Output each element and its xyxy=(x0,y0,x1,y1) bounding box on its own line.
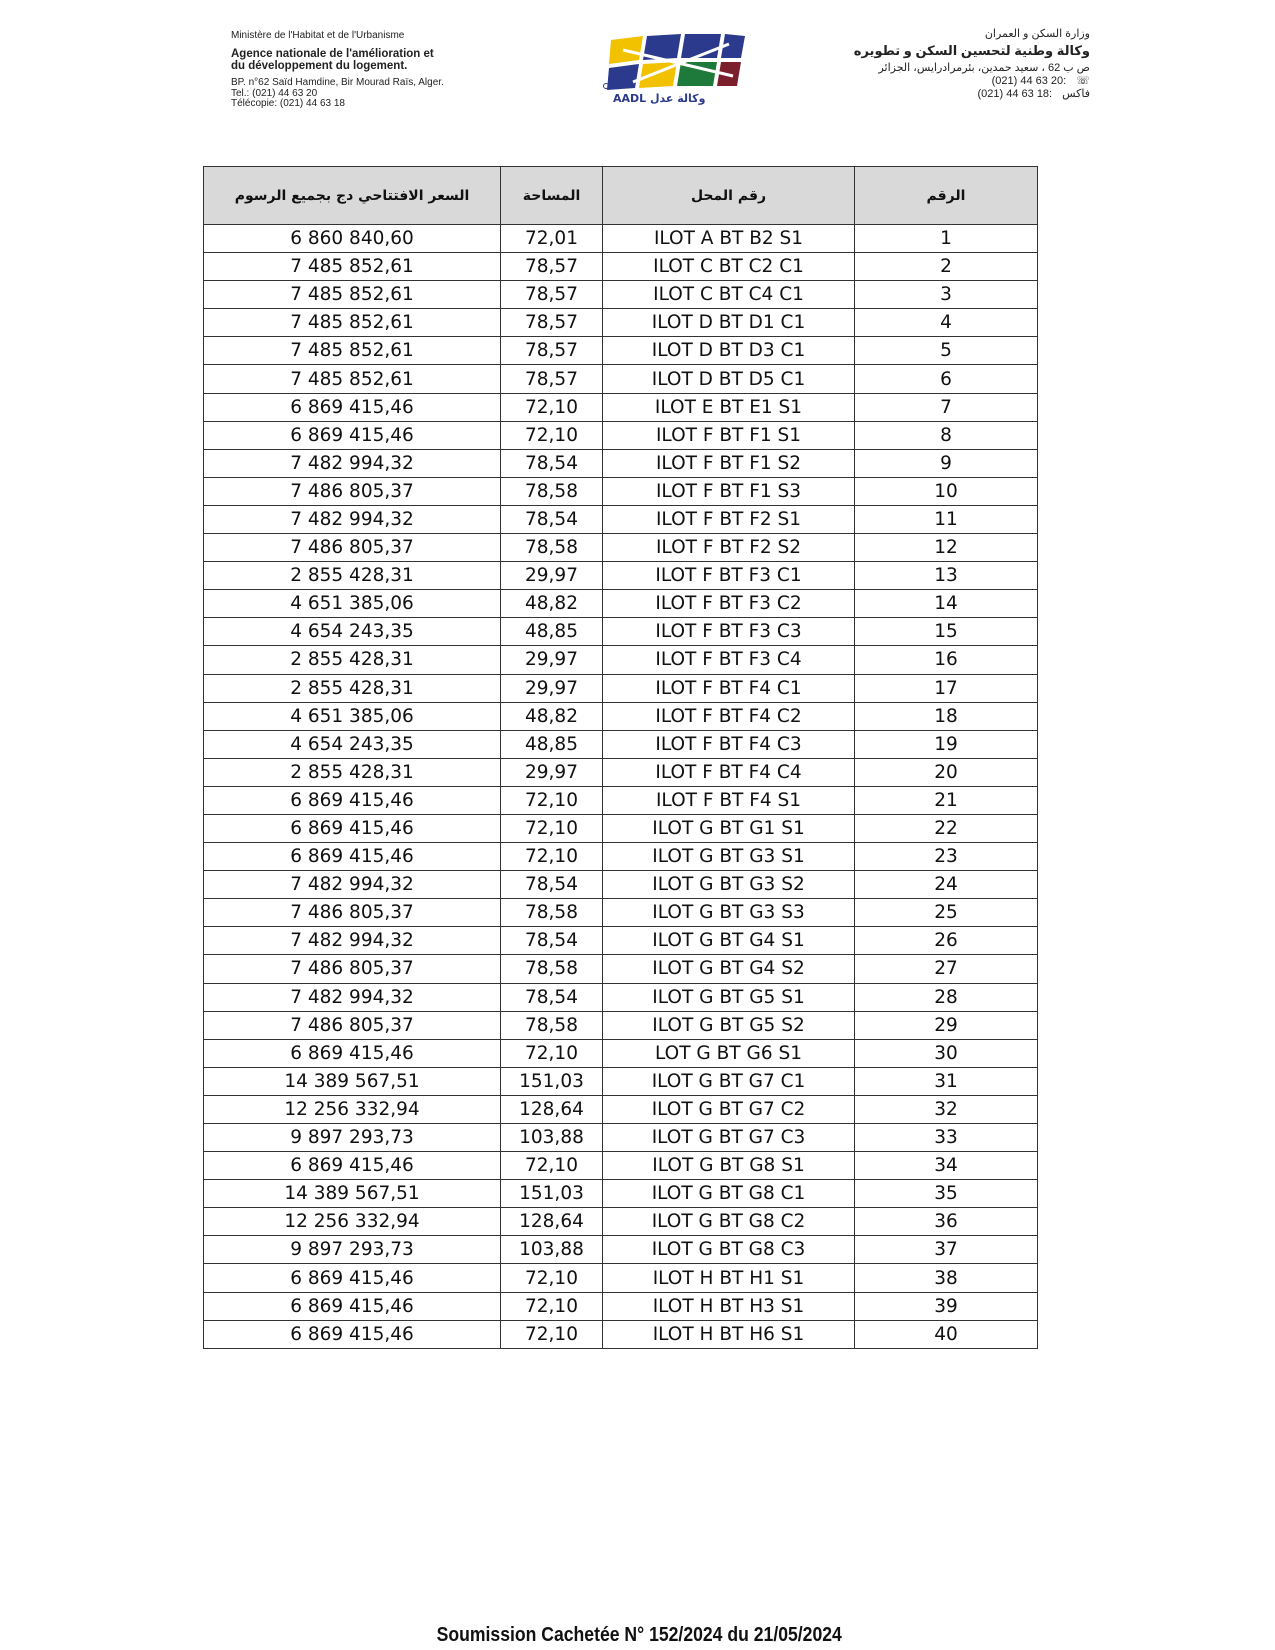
ministry-ar: وزارة السكن و العمران xyxy=(984,28,1090,40)
cell-unit: ILOT D BT D1 C1 xyxy=(603,309,855,337)
cell-area: 29,97 xyxy=(501,758,603,786)
cell-area: 151,03 xyxy=(501,1180,603,1208)
agency-name-fr xyxy=(231,48,561,72)
cell-unit: ILOT F BT F4 C3 xyxy=(603,730,855,758)
cell-unit: ILOT H BT H6 S1 xyxy=(603,1320,855,1348)
cell-price: 6 869 415,46 xyxy=(204,814,501,842)
cell-unit: ILOT G BT G1 S1 xyxy=(603,814,855,842)
cell-number: 22 xyxy=(855,814,1038,842)
cell-price: 6 869 415,46 xyxy=(204,1264,501,1292)
cell-area: 128,64 xyxy=(501,1208,603,1236)
table-row xyxy=(204,421,1038,449)
cell-number: 40 xyxy=(855,1320,1038,1348)
cell-price: 6 869 415,46 xyxy=(204,421,501,449)
cell-area: 103,88 xyxy=(501,1124,603,1152)
table-row xyxy=(204,253,1038,281)
table-row xyxy=(204,393,1038,421)
agency-name-ar: وكالة وطنية لتحسين السكن و تطويره xyxy=(853,43,1090,58)
cell-price: 4 654 243,35 xyxy=(204,730,501,758)
cell-area: 72,10 xyxy=(501,421,603,449)
cell-unit: ILOT G BT G7 C1 xyxy=(603,1067,855,1095)
cell-area: 78,57 xyxy=(501,337,603,365)
cell-unit: ILOT F BT F1 S2 xyxy=(603,449,855,477)
cell-price: 7 485 852,61 xyxy=(204,337,501,365)
table-row xyxy=(204,646,1038,674)
table-row xyxy=(204,871,1038,899)
table-row xyxy=(204,927,1038,955)
cell-number: 3 xyxy=(855,281,1038,309)
cell-unit: ILOT F BT F3 C3 xyxy=(603,618,855,646)
cell-price: 14 389 567,51 xyxy=(204,1180,501,1208)
cell-number: 23 xyxy=(855,843,1038,871)
table-row xyxy=(204,674,1038,702)
cell-unit: ILOT G BT G3 S3 xyxy=(603,899,855,927)
table-row xyxy=(204,505,1038,533)
cell-price: 7 482 994,32 xyxy=(204,505,501,533)
cell-unit: ILOT G BT G7 C3 xyxy=(603,1124,855,1152)
cell-number: 1 xyxy=(855,225,1038,253)
cell-unit: ILOT F BT F2 S2 xyxy=(603,534,855,562)
cell-area: 78,58 xyxy=(501,534,603,562)
cell-unit: ILOT G BT G8 C1 xyxy=(603,1180,855,1208)
table-row xyxy=(204,477,1038,505)
table-row xyxy=(204,1095,1038,1123)
cell-area: 78,54 xyxy=(501,505,603,533)
cell-area: 72,01 xyxy=(501,225,603,253)
cell-price: 7 485 852,61 xyxy=(204,309,501,337)
cell-unit: ILOT C BT C4 C1 xyxy=(603,281,855,309)
tel-line-ar xyxy=(780,75,1090,88)
cell-price: 7 486 805,37 xyxy=(204,955,501,983)
cell-number: 18 xyxy=(855,702,1038,730)
header-area: المساحة xyxy=(501,167,603,225)
fax-label-ar: فاكس xyxy=(1062,88,1090,100)
cell-area: 78,58 xyxy=(501,955,603,983)
cell-unit: LOT G BT G6 S1 xyxy=(603,1039,855,1067)
cell-unit: ILOT C BT C2 C1 xyxy=(603,253,855,281)
cell-price: 2 855 428,31 xyxy=(204,646,501,674)
cell-number: 30 xyxy=(855,1039,1038,1067)
cell-area: 78,57 xyxy=(501,309,603,337)
footer-reference: Soumission Cachetée N° 152/2024 du 21/05/2024 xyxy=(436,1624,842,1646)
cell-area: 72,10 xyxy=(501,1320,603,1348)
fax-line-ar xyxy=(780,88,1090,101)
header-number: الرقم xyxy=(855,167,1038,225)
cell-area: 48,82 xyxy=(501,590,603,618)
cell-price: 9 897 293,73 xyxy=(204,1124,501,1152)
cell-unit: ILOT D BT D3 C1 xyxy=(603,337,855,365)
table-body xyxy=(204,225,1038,1349)
table-row xyxy=(204,1011,1038,1039)
cell-unit: ILOT F BT F1 S3 xyxy=(603,477,855,505)
cell-number: 9 xyxy=(855,449,1038,477)
cell-number: 17 xyxy=(855,674,1038,702)
table-row xyxy=(204,534,1038,562)
cell-price: 2 855 428,31 xyxy=(204,562,501,590)
cell-area: 29,97 xyxy=(501,674,603,702)
table-row xyxy=(204,1320,1038,1348)
cell-unit: ILOT G BT G8 C3 xyxy=(603,1236,855,1264)
table-row xyxy=(204,281,1038,309)
cell-area: 78,58 xyxy=(501,477,603,505)
table-row xyxy=(204,899,1038,927)
cell-price: 2 855 428,31 xyxy=(204,758,501,786)
cell-number: 11 xyxy=(855,505,1038,533)
cell-price: 7 485 852,61 xyxy=(204,365,501,393)
cell-price: 6 860 840,60 xyxy=(204,225,501,253)
cell-number: 25 xyxy=(855,899,1038,927)
cell-price: 6 869 415,46 xyxy=(204,1152,501,1180)
cell-number: 38 xyxy=(855,1264,1038,1292)
cell-price: 12 256 332,94 xyxy=(204,1095,501,1123)
cell-price: 7 486 805,37 xyxy=(204,477,501,505)
cell-area: 78,58 xyxy=(501,1011,603,1039)
cell-number: 2 xyxy=(855,253,1038,281)
cell-unit: ILOT G BT G4 S1 xyxy=(603,927,855,955)
cell-price: 14 389 567,51 xyxy=(204,1067,501,1095)
cell-unit: ILOT G BT G8 C2 xyxy=(603,1208,855,1236)
address-fr: BP. n°62 Saïd Hamdine, Bir Mourad Raïs, Alger. xyxy=(231,77,444,88)
cell-unit: ILOT D BT D5 C1 xyxy=(603,365,855,393)
cell-number: 35 xyxy=(855,1180,1038,1208)
cell-unit: ILOT G BT G7 C2 xyxy=(603,1095,855,1123)
cell-area: 78,54 xyxy=(501,871,603,899)
table-row xyxy=(204,1292,1038,1320)
cell-price: 2 855 428,31 xyxy=(204,674,501,702)
table-row xyxy=(204,983,1038,1011)
cell-number: 26 xyxy=(855,927,1038,955)
cell-area: 29,97 xyxy=(501,646,603,674)
cell-number: 24 xyxy=(855,871,1038,899)
cell-number: 20 xyxy=(855,758,1038,786)
cell-area: 72,10 xyxy=(501,1292,603,1320)
cell-area: 78,54 xyxy=(501,927,603,955)
fax-number-ar: (021) 44 63 18: xyxy=(977,88,1053,100)
header-price: السعر الافتتاحي دج بجميع الرسوم xyxy=(204,167,501,225)
cell-unit: ILOT F BT F3 C2 xyxy=(603,590,855,618)
cell-area: 48,85 xyxy=(501,618,603,646)
cell-price: 4 651 385,06 xyxy=(204,702,501,730)
tel-number-ar: (021) 44 63 20: xyxy=(991,75,1067,87)
cell-area: 48,82 xyxy=(501,702,603,730)
cell-area: 72,10 xyxy=(501,1264,603,1292)
table-row xyxy=(204,1180,1038,1208)
cell-unit: ILOT F BT F2 S1 xyxy=(603,505,855,533)
cell-area: 103,88 xyxy=(501,1236,603,1264)
table-row xyxy=(204,1264,1038,1292)
aadl-logo xyxy=(603,30,751,106)
cell-number: 14 xyxy=(855,590,1038,618)
cell-unit: ILOT G BT G8 S1 xyxy=(603,1152,855,1180)
cell-price: 6 869 415,46 xyxy=(204,1292,501,1320)
cell-area: 72,10 xyxy=(501,1039,603,1067)
cell-number: 4 xyxy=(855,309,1038,337)
cell-number: 16 xyxy=(855,646,1038,674)
cell-unit: ILOT E BT E1 S1 xyxy=(603,393,855,421)
cell-price: 7 485 852,61 xyxy=(204,281,501,309)
letterhead-left xyxy=(231,30,561,110)
cell-unit: ILOT F BT F1 S1 xyxy=(603,421,855,449)
cell-area: 78,58 xyxy=(501,899,603,927)
cell-area: 78,54 xyxy=(501,449,603,477)
cell-price: 7 486 805,37 xyxy=(204,1011,501,1039)
table-row xyxy=(204,955,1038,983)
cell-price: 6 869 415,46 xyxy=(204,393,501,421)
logo-wordmark: AADL وكالة عدل xyxy=(613,92,706,105)
cell-number: 12 xyxy=(855,534,1038,562)
cell-unit: ILOT F BT F4 S1 xyxy=(603,786,855,814)
cell-price: 6 869 415,46 xyxy=(204,786,501,814)
cell-unit: ILOT H BT H1 S1 xyxy=(603,1264,855,1292)
cell-unit: ILOT F BT F3 C1 xyxy=(603,562,855,590)
table-row xyxy=(204,786,1038,814)
cell-unit: ILOT G BT G3 S2 xyxy=(603,871,855,899)
cell-unit: ILOT F BT F4 C4 xyxy=(603,758,855,786)
cell-number: 36 xyxy=(855,1208,1038,1236)
cell-number: 10 xyxy=(855,477,1038,505)
address-ar: ص ب 62 ، سعيد حمدين، بئرمرادرايس، الجزائر xyxy=(878,62,1090,74)
table-row xyxy=(204,618,1038,646)
cell-number: 33 xyxy=(855,1124,1038,1152)
cell-number: 39 xyxy=(855,1292,1038,1320)
cell-unit: ILOT F BT F3 C4 xyxy=(603,646,855,674)
tel-fr: Tel.: (021) 44 63 20 xyxy=(231,87,318,99)
cell-area: 78,57 xyxy=(501,281,603,309)
cell-area: 151,03 xyxy=(501,1067,603,1095)
table-row xyxy=(204,1067,1038,1095)
cell-number: 32 xyxy=(855,1095,1038,1123)
cell-unit: ILOT G BT G5 S2 xyxy=(603,1011,855,1039)
cell-number: 28 xyxy=(855,983,1038,1011)
cell-unit: ILOT F BT F4 C1 xyxy=(603,674,855,702)
cell-number: 31 xyxy=(855,1067,1038,1095)
cell-area: 78,57 xyxy=(501,365,603,393)
table-row xyxy=(204,730,1038,758)
cell-price: 9 897 293,73 xyxy=(204,1236,501,1264)
cell-number: 8 xyxy=(855,421,1038,449)
cell-unit: ILOT A BT B2 S1 xyxy=(603,225,855,253)
price-table xyxy=(203,166,1038,1349)
cell-price: 7 482 994,32 xyxy=(204,983,501,1011)
cell-area: 72,10 xyxy=(501,393,603,421)
cell-number: 7 xyxy=(855,393,1038,421)
cell-price: 4 651 385,06 xyxy=(204,590,501,618)
cell-number: 29 xyxy=(855,1011,1038,1039)
cell-area: 72,10 xyxy=(501,1152,603,1180)
cell-number: 34 xyxy=(855,1152,1038,1180)
cell-unit: ILOT H BT H3 S1 xyxy=(603,1292,855,1320)
cell-price: 6 869 415,46 xyxy=(204,1320,501,1348)
cell-number: 15 xyxy=(855,618,1038,646)
table-row xyxy=(204,1124,1038,1152)
cell-price: 7 486 805,37 xyxy=(204,899,501,927)
cell-area: 72,10 xyxy=(501,786,603,814)
table-row xyxy=(204,365,1038,393)
cell-price: 6 869 415,46 xyxy=(204,843,501,871)
cell-area: 72,10 xyxy=(501,843,603,871)
table-row xyxy=(204,562,1038,590)
table-row xyxy=(204,1039,1038,1067)
cell-number: 21 xyxy=(855,786,1038,814)
cell-price: 7 482 994,32 xyxy=(204,449,501,477)
table-row xyxy=(204,337,1038,365)
cell-unit: ILOT G BT G5 S1 xyxy=(603,983,855,1011)
cell-price: 7 482 994,32 xyxy=(204,927,501,955)
cell-price: 7 485 852,61 xyxy=(204,253,501,281)
table-row xyxy=(204,309,1038,337)
cell-price: 7 486 805,37 xyxy=(204,534,501,562)
cell-unit: ILOT F BT F4 C2 xyxy=(603,702,855,730)
cell-area: 78,57 xyxy=(501,253,603,281)
ministry-fr: Ministère de l'Habitat et de l'Urbanisme xyxy=(231,30,405,41)
cell-number: 5 xyxy=(855,337,1038,365)
cell-area: 29,97 xyxy=(501,562,603,590)
cell-price: 6 869 415,46 xyxy=(204,1039,501,1067)
cell-number: 19 xyxy=(855,730,1038,758)
cell-number: 6 xyxy=(855,365,1038,393)
table-row xyxy=(204,758,1038,786)
cell-unit: ILOT G BT G4 S2 xyxy=(603,955,855,983)
cell-unit: ILOT G BT G3 S1 xyxy=(603,843,855,871)
table-row xyxy=(204,1208,1038,1236)
table-row xyxy=(204,225,1038,253)
cell-price: 7 482 994,32 xyxy=(204,871,501,899)
agency-line-2: du développement du logement. xyxy=(231,60,408,72)
table-row xyxy=(204,1236,1038,1264)
cell-number: 13 xyxy=(855,562,1038,590)
cell-area: 128,64 xyxy=(501,1095,603,1123)
cell-number: 27 xyxy=(855,955,1038,983)
cell-price: 12 256 332,94 xyxy=(204,1208,501,1236)
cell-area: 48,85 xyxy=(501,730,603,758)
cell-area: 72,10 xyxy=(501,814,603,842)
cell-price: 4 654 243,35 xyxy=(204,618,501,646)
table-row xyxy=(204,843,1038,871)
phone-icon: ☏ xyxy=(1076,75,1090,87)
cell-area: 78,54 xyxy=(501,983,603,1011)
table-row xyxy=(204,449,1038,477)
fax-fr: Télécopie: (021) 44 63 18 xyxy=(231,98,345,109)
table-row xyxy=(204,590,1038,618)
table-header-row xyxy=(204,167,1038,225)
cell-number: 37 xyxy=(855,1236,1038,1264)
agency-line-1: Agence nationale de l'amélioration et xyxy=(231,48,434,60)
header-unit: رقم المحل xyxy=(603,167,855,225)
table-row xyxy=(204,702,1038,730)
letterhead-right xyxy=(780,28,1090,101)
table-row xyxy=(204,1152,1038,1180)
table-row xyxy=(204,814,1038,842)
